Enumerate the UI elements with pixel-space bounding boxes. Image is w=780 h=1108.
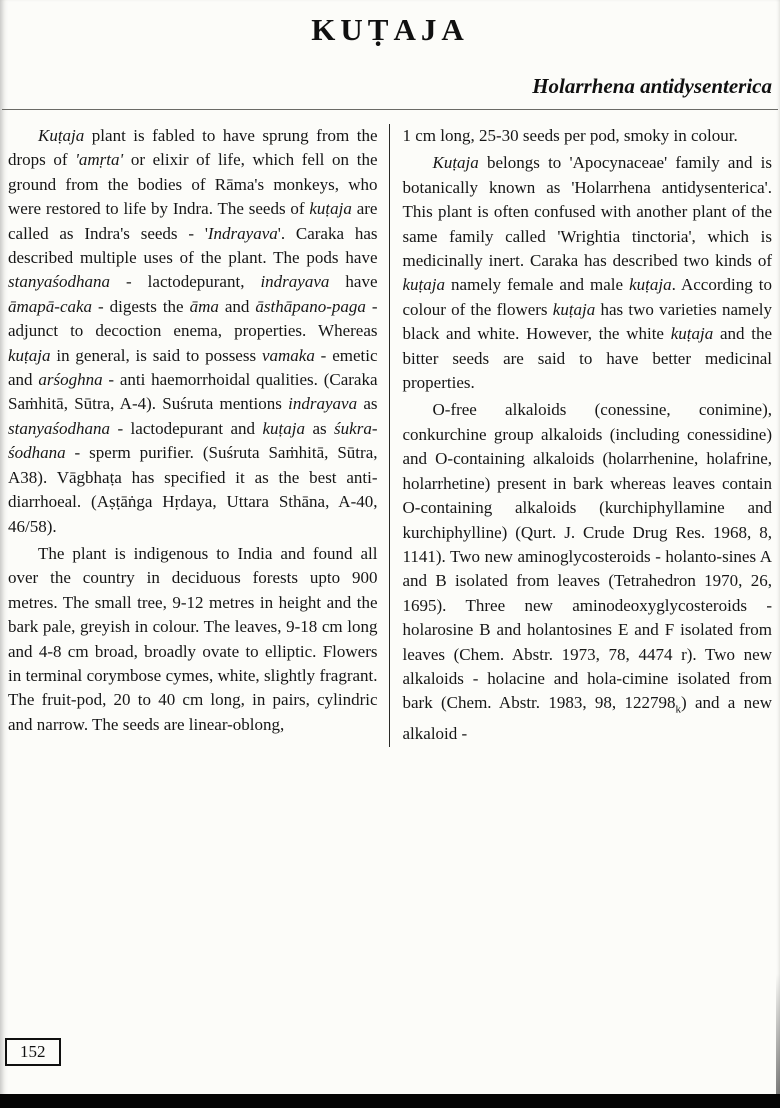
paragraph-family-varieties: Kuṭaja belongs to 'Apocynaceae' family and is botanically known as 'Holarrhena antidysenterica'. This plant is often confused with another plant of the same family called 'Wrightia tinctoria', which is medicinally inert. Caraka has described two kinds of kuṭaja namely female and male kuṭaja. According to colour of the flowers kuṭaja has two varieties namely black and white. However, the white kuṭaja and the bitter seeds are said to have better medicinal properties. bbox=[402, 153, 772, 393]
scan-edge-smudge bbox=[776, 974, 780, 1094]
paragraph-botany-description: The plant is indigenous to India and found all over the country in deciduous forests upto 900 metres. The small tree, 9-12 metres in height and the bark pale, greyish in colour. The leaves, 9-18 cm long and 4-8 cm broad, broadly ovate to elliptic. Flowers in terminal corymbose cymes, white, slightly fragrant. The fruit-pod, 20 to 40 cm long, in pairs, cylindric and narrow. The seeds are linear-oblong, bbox=[8, 543, 378, 734]
two-column-text-block bbox=[0, 110, 780, 747]
scan-bottom-bar bbox=[0, 1094, 780, 1108]
page-number: 152 bbox=[20, 1042, 46, 1061]
page-number-box bbox=[5, 1038, 61, 1066]
left-column bbox=[8, 124, 389, 747]
page-title: KUṬAJA bbox=[311, 12, 469, 47]
botanical-name-subtitle: Holarrhena antidysenterica bbox=[532, 74, 772, 98]
paragraph-alkaloids-chemistry: O-free alkaloids (conessine, conimine), conkurchine group alkaloids (including conessidine) and O-containing alkaloids (holarrhenine, holafrine, holarrhetine) present in bark whereas leaves contain O-containing alkaloids (kurchiphyllamine and kurchiphylline) (Qurt. J. Crude Drug Res. 1968, 8, 1141). Two new aminoglycosteroids - holanto-sines A and B isolated from leaves (Tetrahedron 1970, 26, 1695). Three new aminodeoxyglycosteroids - holarosine B and holantosines E and F isolated from leaves (Chem. Abstr. 1973, 78, 4474 r). Two new alkaloids - holacine and hola-cimine isolated from bark (Chem. Abstr. 1983, 98, $122798_k$) and a new alkaloid - bbox=[402, 400, 772, 744]
paragraph-seeds-continuation: 1 cm long, 25-30 seeds per pod, smoky in colour. bbox=[402, 126, 738, 145]
paragraph-mythology-ayurveda: Kuṭaja plant is fabled to have sprung from the drops of 'amṛta' or elixir of life, which fell on the ground from the bodies of Rāma's monkeys, who were restored to life by Indra. The seeds of kuṭaja are called as Indra's seeds - 'Indrayava'. Caraka has described multiple uses of the plant. The pods have stanyaśodhana - lactodepurant, indrayava have āmapā-caka - digests the āma and āsthāpano-paga - adjunct to decoction enema, properties. Whereas kuṭaja in general, is said to possess vamaka - emetic and arśoghna - anti haemorrhoidal qualities. (Caraka Saṁhitā, Sūtra, A-4). Suśruta mentions indrayava as stanyaśodhana - lactodepurant and kuṭaja as śukra-śodhana - sperm purifier. (Suśruta Saṁhitā, Sūtra, A38). Vāgbhaṭa has specified it as the best anti-diarrhoeal. (Aṣṭāṅga Hṛdaya, Uttara Sthāna, A-40, 46/58). bbox=[8, 126, 378, 536]
right-column bbox=[390, 124, 773, 747]
